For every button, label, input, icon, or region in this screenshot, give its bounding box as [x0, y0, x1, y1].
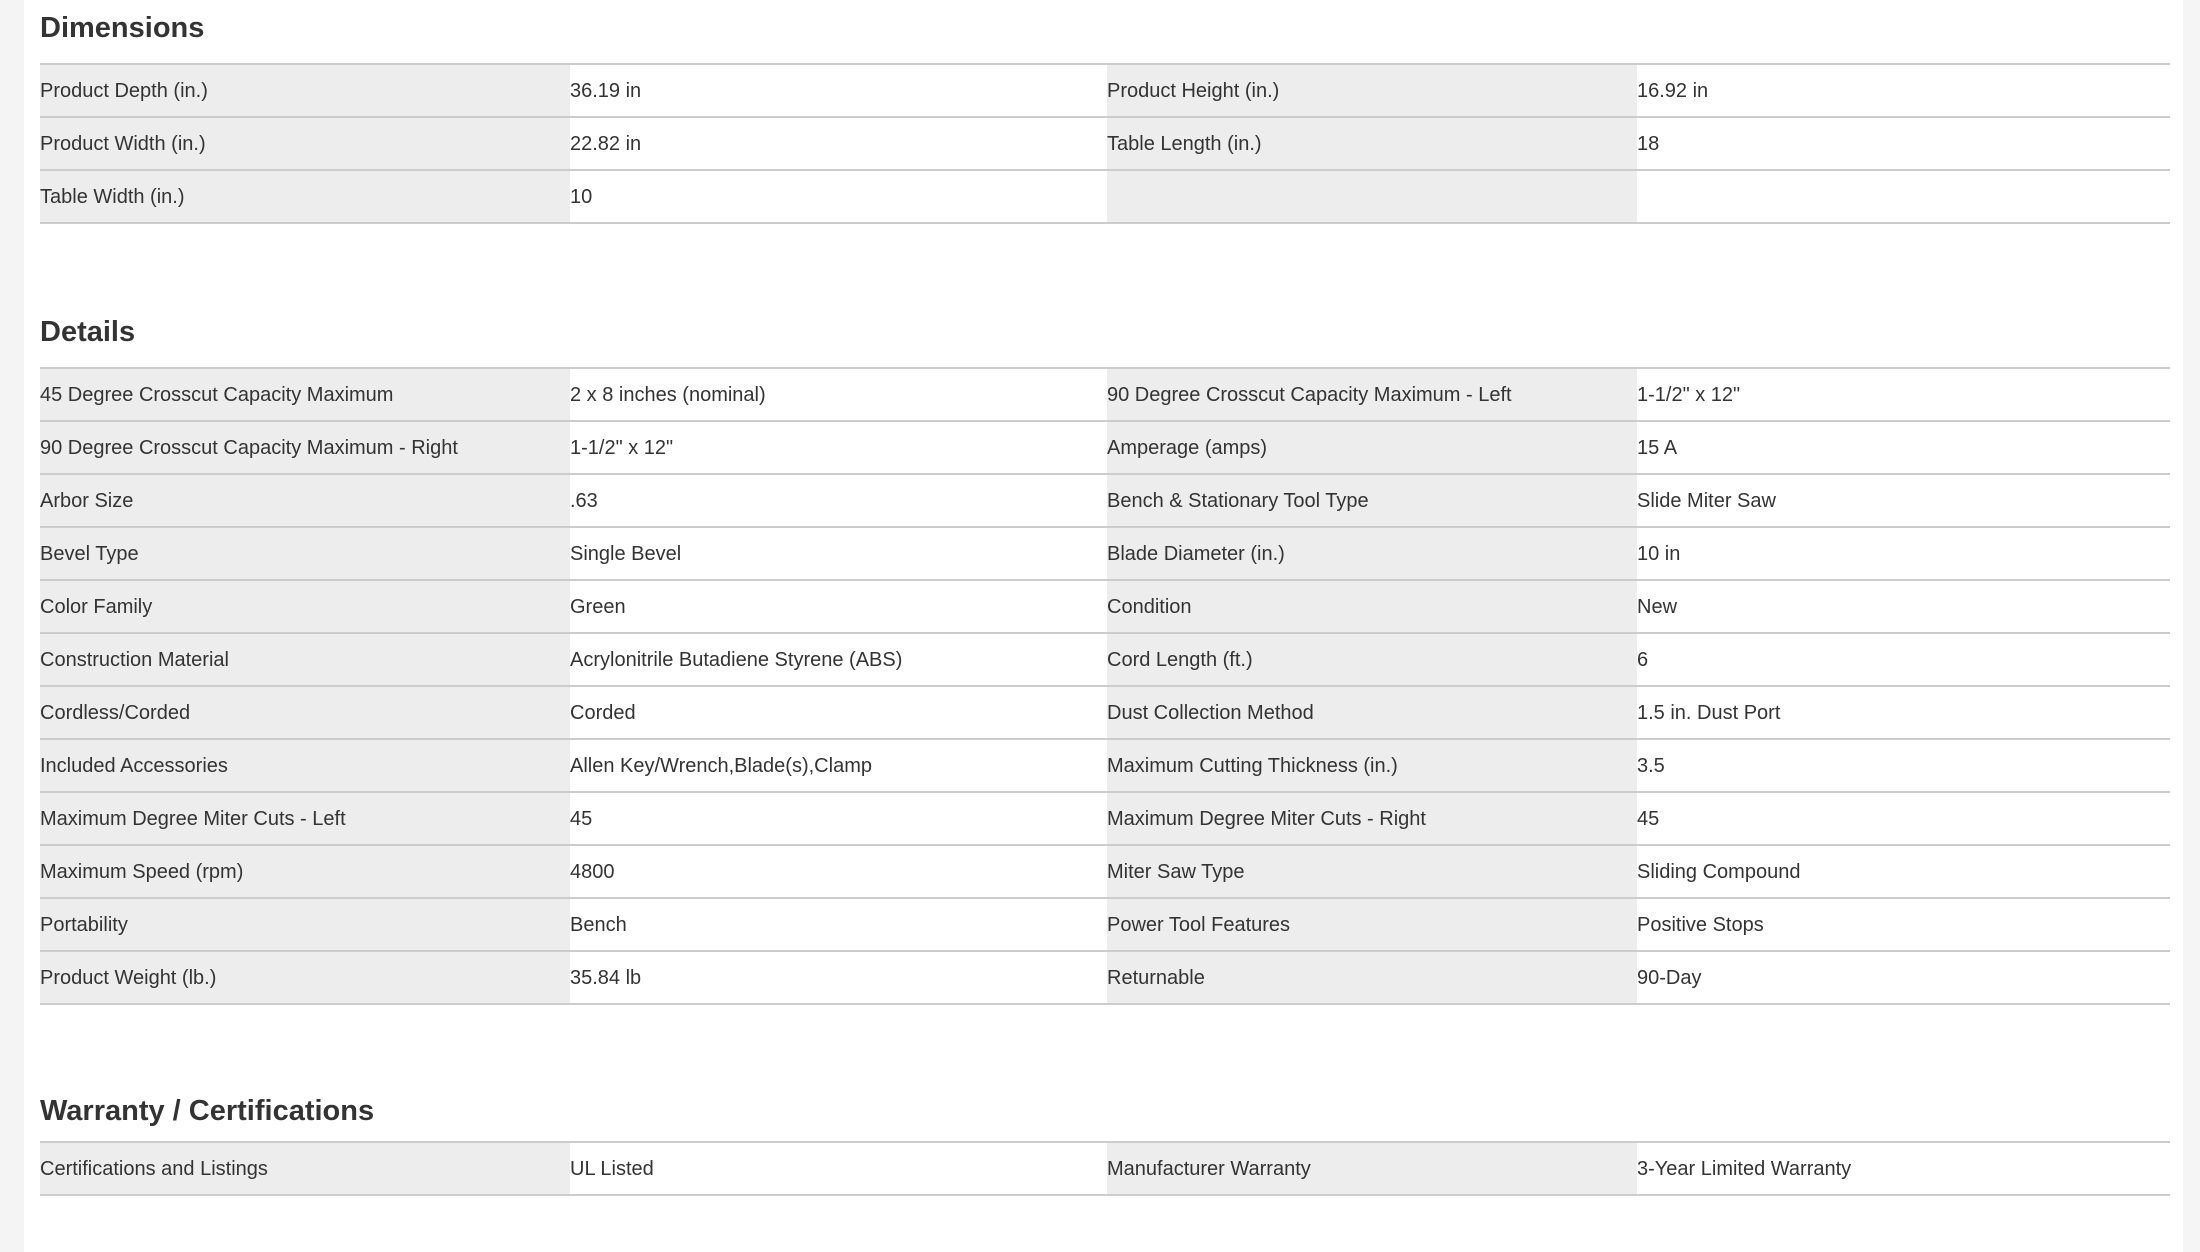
spec-row [40, 1142, 2170, 1195]
spec-label-cell: Product Height (in.) [1107, 64, 1637, 117]
warranty-title: Warranty / Certifications [40, 1095, 375, 1127]
spec-value-cell: 1-1/2" x 12" [1637, 368, 2170, 421]
spec-value-cell: Bench [570, 898, 1107, 951]
spec-label-cell: Maximum Cutting Thickness (in.) [1107, 739, 1637, 792]
spec-value-cell [1637, 170, 2170, 223]
spec-label-cell: Portability [40, 898, 570, 951]
spec-label-cell: Maximum Degree Miter Cuts - Right [1107, 792, 1637, 845]
spec-label-cell: Construction Material [40, 633, 570, 686]
spec-value-cell: .63 [570, 474, 1107, 527]
spec-label-cell: Maximum Speed (rpm) [40, 845, 570, 898]
spec-label-cell: Product Width (in.) [40, 117, 570, 170]
spec-value-cell: 36.19 in [570, 64, 1107, 117]
spec-label-cell: Product Depth (in.) [40, 64, 570, 117]
spec-label-cell: Included Accessories [40, 739, 570, 792]
spec-value-cell: Positive Stops [1637, 898, 2170, 951]
details-table [40, 367, 2170, 1005]
spec-row [40, 117, 2170, 170]
spec-label-cell: Color Family [40, 580, 570, 633]
spec-value-cell: 45 [1637, 792, 2170, 845]
spec-value-cell: 1-1/2" x 12" [570, 421, 1107, 474]
spec-label-cell: Arbor Size [40, 474, 570, 527]
product-specifications [40, 10, 2170, 1196]
spec-value-cell: New [1637, 580, 2170, 633]
section-details [40, 314, 2170, 1005]
spec-value-cell: 6 [1637, 633, 2170, 686]
spec-label-cell: Cordless/Corded [40, 686, 570, 739]
spec-label-cell: Power Tool Features [1107, 898, 1637, 951]
spec-label-cell: 90 Degree Crosscut Capacity Maximum - Right [40, 421, 570, 474]
scrollbar-track[interactable] [2183, 0, 2200, 1252]
spec-label-cell: Dust Collection Method [1107, 686, 1637, 739]
spec-label-cell: Bevel Type [40, 527, 570, 580]
spec-row [40, 633, 2170, 686]
spec-label-cell: Certifications and Listings [40, 1142, 570, 1195]
spec-value-cell: Allen Key/Wrench,Blade(s),Clamp [570, 739, 1107, 792]
spec-value-cell: 15 A [1637, 421, 2170, 474]
spec-label-cell: Bench & Stationary Tool Type [1107, 474, 1637, 527]
spec-row [40, 368, 2170, 421]
spec-value-cell: Corded [570, 686, 1107, 739]
spec-value-cell: Slide Miter Saw [1637, 474, 2170, 527]
spec-label-cell: Blade Diameter (in.) [1107, 527, 1637, 580]
spec-label-cell: 45 Degree Crosscut Capacity Maximum [40, 368, 570, 421]
spec-row [40, 421, 2170, 474]
spec-value-cell: 22.82 in [570, 117, 1107, 170]
spec-value-cell: Acrylonitrile Butadiene Styrene (ABS) [570, 633, 1107, 686]
spec-value-cell: 10 [570, 170, 1107, 223]
spec-label-cell: Amperage (amps) [1107, 421, 1637, 474]
spec-label-cell: Returnable [1107, 951, 1637, 1004]
spec-value-cell: UL Listed [570, 1142, 1107, 1195]
section-dimensions [40, 10, 2170, 224]
dimensions-table [40, 63, 2170, 224]
spec-row [40, 845, 2170, 898]
spec-value-cell: 3.5 [1637, 739, 2170, 792]
spec-label-cell: 90 Degree Crosscut Capacity Maximum - Left [1107, 368, 1637, 421]
spec-row [40, 580, 2170, 633]
spec-label-cell [1107, 170, 1637, 223]
section-warranty [40, 1093, 2170, 1196]
spec-value-cell: 3-Year Limited Warranty [1637, 1142, 2170, 1195]
spec-label-cell: Cord Length (ft.) [1107, 633, 1637, 686]
spec-row [40, 686, 2170, 739]
spec-label-cell: Condition [1107, 580, 1637, 633]
spec-label-cell: Manufacturer Warranty [1107, 1142, 1637, 1195]
spec-value-cell: 90-Day [1637, 951, 2170, 1004]
spec-row [40, 792, 2170, 845]
spec-value-cell: 45 [570, 792, 1107, 845]
spec-row [40, 898, 2170, 951]
spec-value-cell: Green [570, 580, 1107, 633]
spec-label-cell: Maximum Degree Miter Cuts - Left [40, 792, 570, 845]
spec-row [40, 527, 2170, 580]
spec-row [40, 170, 2170, 223]
left-gutter [0, 0, 24, 1252]
spec-value-cell: 10 in [1637, 527, 2170, 580]
spec-label-cell: Table Length (in.) [1107, 117, 1637, 170]
spec-row [40, 474, 2170, 527]
spec-label-cell: Product Weight (lb.) [40, 951, 570, 1004]
spec-label-cell: Miter Saw Type [1107, 845, 1637, 898]
spec-value-cell: 1.5 in. Dust Port [1637, 686, 2170, 739]
details-title: Details [40, 316, 136, 348]
spec-value-cell: Single Bevel [570, 527, 1107, 580]
warranty-table [40, 1141, 2170, 1196]
spec-row [40, 64, 2170, 117]
spec-row [40, 951, 2170, 1004]
spec-value-cell: 16.92 in [1637, 64, 2170, 117]
spec-value-cell: 18 [1637, 117, 2170, 170]
spec-value-cell: 35.84 lb [570, 951, 1107, 1004]
spec-value-cell: 2 x 8 inches (nominal) [570, 368, 1107, 421]
spec-label-cell: Table Width (in.) [40, 170, 570, 223]
spec-value-cell: 4800 [570, 845, 1107, 898]
dimensions-title: Dimensions [40, 12, 205, 44]
spec-row [40, 739, 2170, 792]
spec-value-cell: Sliding Compound [1637, 845, 2170, 898]
